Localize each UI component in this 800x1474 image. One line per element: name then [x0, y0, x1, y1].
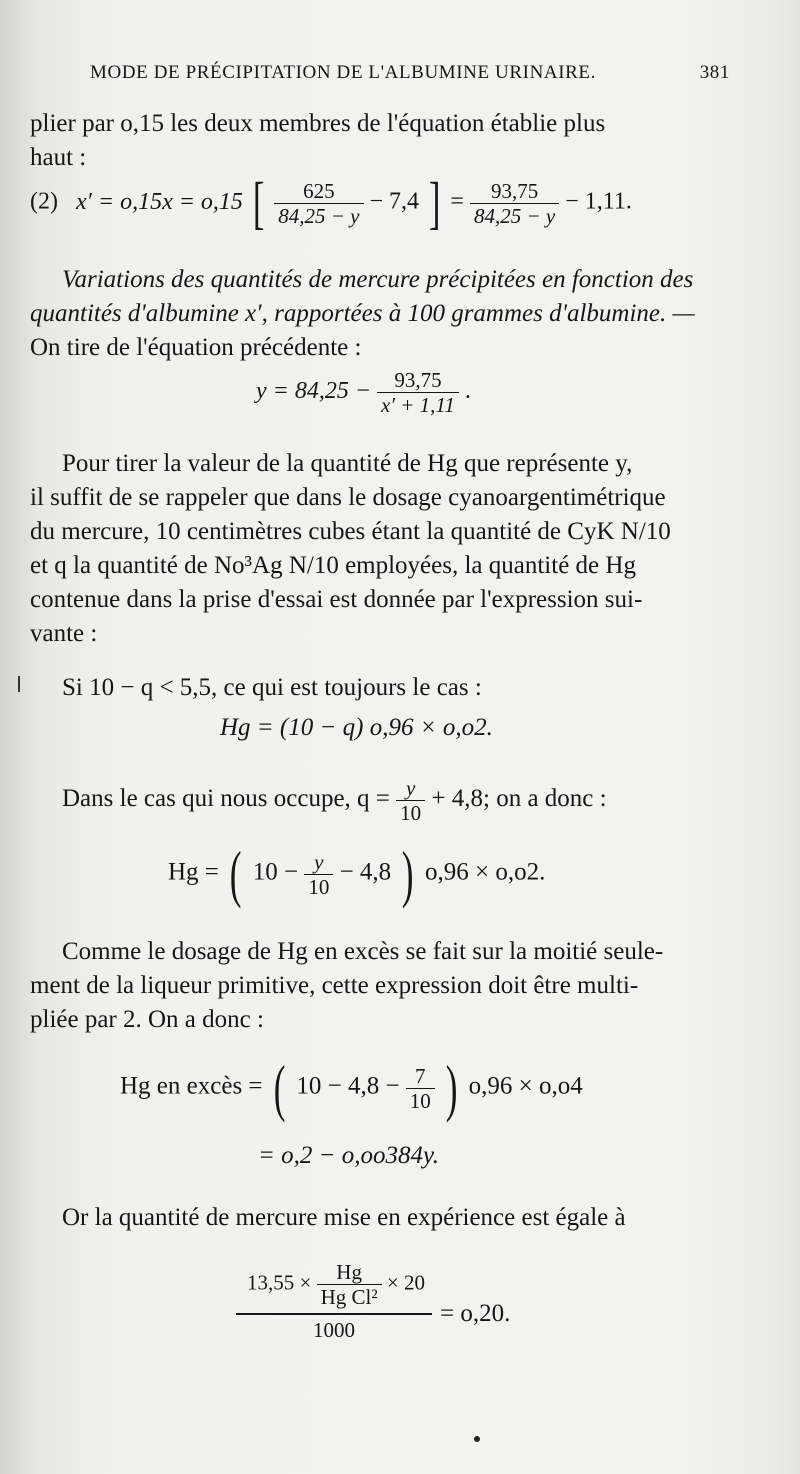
equation-term: o,96 × o,o2.	[425, 858, 546, 886]
fraction	[317, 1260, 382, 1309]
right-paren: )	[402, 838, 414, 909]
final-result: = o,20.	[440, 1300, 511, 1327]
final-numerator	[236, 1260, 436, 1309]
text-line: il suffit de se rappeler que dans le dosage cyanoargentimétrique	[30, 484, 666, 511]
fraction-denominator: x′ + 1,11	[377, 392, 459, 417]
left-paren: (	[229, 838, 242, 909]
equation-term: 10 −	[252, 858, 299, 886]
text-line: et q la quantité de No³Ag N/10 employées, la quantité de Hg	[30, 552, 636, 579]
equation-lhs: x′ = o,15x = o,15	[75, 188, 243, 215]
equation-term: o,96 × o,o4	[468, 1072, 583, 1100]
text-line: Comme le dosage de Hg en excès se fait sur la moitié seule-	[62, 938, 664, 965]
fraction-numerator: 93,75	[394, 368, 442, 392]
fraction-bar	[236, 1313, 432, 1315]
fraction	[274, 179, 363, 228]
fraction-denominator: 84,25 − y	[470, 203, 559, 228]
fraction	[470, 179, 559, 228]
equation-hg-expanded	[168, 838, 546, 909]
text-line: Si 10 − q < 5,5, ce qui est toujours le cas :	[62, 674, 482, 701]
running-title: MODE DE PRÉCIPITATION DE L'ALBUMINE URINAIRE.	[90, 62, 596, 83]
text-line: On tire de l'équation précédente :	[30, 334, 362, 361]
text-line: plier par o,15 les deux membres de l'équation établie plus	[30, 110, 606, 137]
equation-term: − 1,11.	[565, 188, 632, 215]
fraction-denominator: 10	[304, 874, 333, 899]
equation-2	[30, 170, 632, 235]
equation-y	[256, 368, 471, 417]
fraction	[377, 368, 459, 417]
text-line: haut :	[30, 144, 87, 171]
equation-term: 13,55 ×	[247, 1270, 312, 1295]
fraction-numerator: 7	[415, 1063, 426, 1088]
text-line: du mercure, 10 centimètres cubes étant la quantité de CyK N/10	[30, 518, 671, 545]
text-line: pliée par 2. On a donc :	[30, 1006, 264, 1033]
equation-result: = o,2 − o,oo384y.	[258, 1142, 439, 1169]
fraction-denominator: Hg Cl²	[317, 1284, 382, 1309]
equals-sign: =	[450, 188, 464, 215]
equation-label: (2)	[30, 188, 58, 215]
final-denominator: 1000	[313, 1318, 355, 1342]
text-segment: + 4,8; on a donc :	[431, 785, 607, 813]
fraction-numerator: y	[405, 776, 416, 800]
margin-mark	[18, 676, 20, 692]
fraction-numerator: 625	[303, 178, 335, 203]
running-header	[90, 62, 730, 84]
text-line-with-fraction	[62, 776, 607, 825]
fraction-numerator: 93,75	[490, 178, 539, 203]
right-bracket: ]	[428, 170, 441, 235]
text-segment: Dans le cas qui nous occupe, q =	[62, 785, 390, 813]
equation-lhs: Hg en excès =	[120, 1072, 263, 1100]
fraction-denominator: 84,25 − y	[274, 203, 363, 228]
left-bracket: [	[252, 170, 265, 235]
fraction-denominator: 10	[396, 800, 425, 825]
equation-term: − 4,8	[339, 858, 392, 886]
fraction-numerator: y	[314, 849, 324, 874]
equation-term: − 7,4	[369, 188, 420, 215]
equation-lhs: y = 84,25 −	[256, 378, 372, 405]
fraction	[304, 850, 333, 899]
fraction	[396, 776, 425, 825]
section-heading-line: Variations des quantités de mercure précipitées en fonction des	[62, 266, 694, 293]
section-heading-line: quantités d'albumine x′, rapportées à 100 grammes d'albumine. —	[30, 300, 695, 327]
text-line: contenue dans la prise d'essai est donnée par l'expression sui-	[30, 586, 643, 613]
page-number: 381	[699, 62, 730, 83]
text-line: ment de la liqueur primitive, cette expression doit être multi-	[30, 972, 639, 999]
text-line: Or la quantité de mercure mise en expérience est égale à	[62, 1204, 626, 1231]
text-line: vante :	[30, 620, 98, 647]
equation-term: 10 − 4,8 −	[296, 1072, 400, 1100]
equation-lhs: Hg =	[168, 858, 219, 886]
ink-dot	[474, 1436, 480, 1442]
fraction-numerator: Hg	[336, 1260, 362, 1284]
equation-term: × 20	[386, 1270, 425, 1295]
right-paren: )	[445, 1052, 458, 1123]
left-paren: (	[273, 1052, 286, 1123]
text-line: Pour tirer la valeur de la quantité de Hg que représente y,	[62, 450, 633, 477]
fraction	[406, 1064, 435, 1113]
fraction-denominator: 10	[406, 1088, 435, 1113]
equation-hg: Hg = (10 − q) o,96 × o,o2.	[220, 714, 493, 741]
equation-term: .	[464, 378, 471, 405]
equation-hg-excess	[120, 1052, 583, 1123]
